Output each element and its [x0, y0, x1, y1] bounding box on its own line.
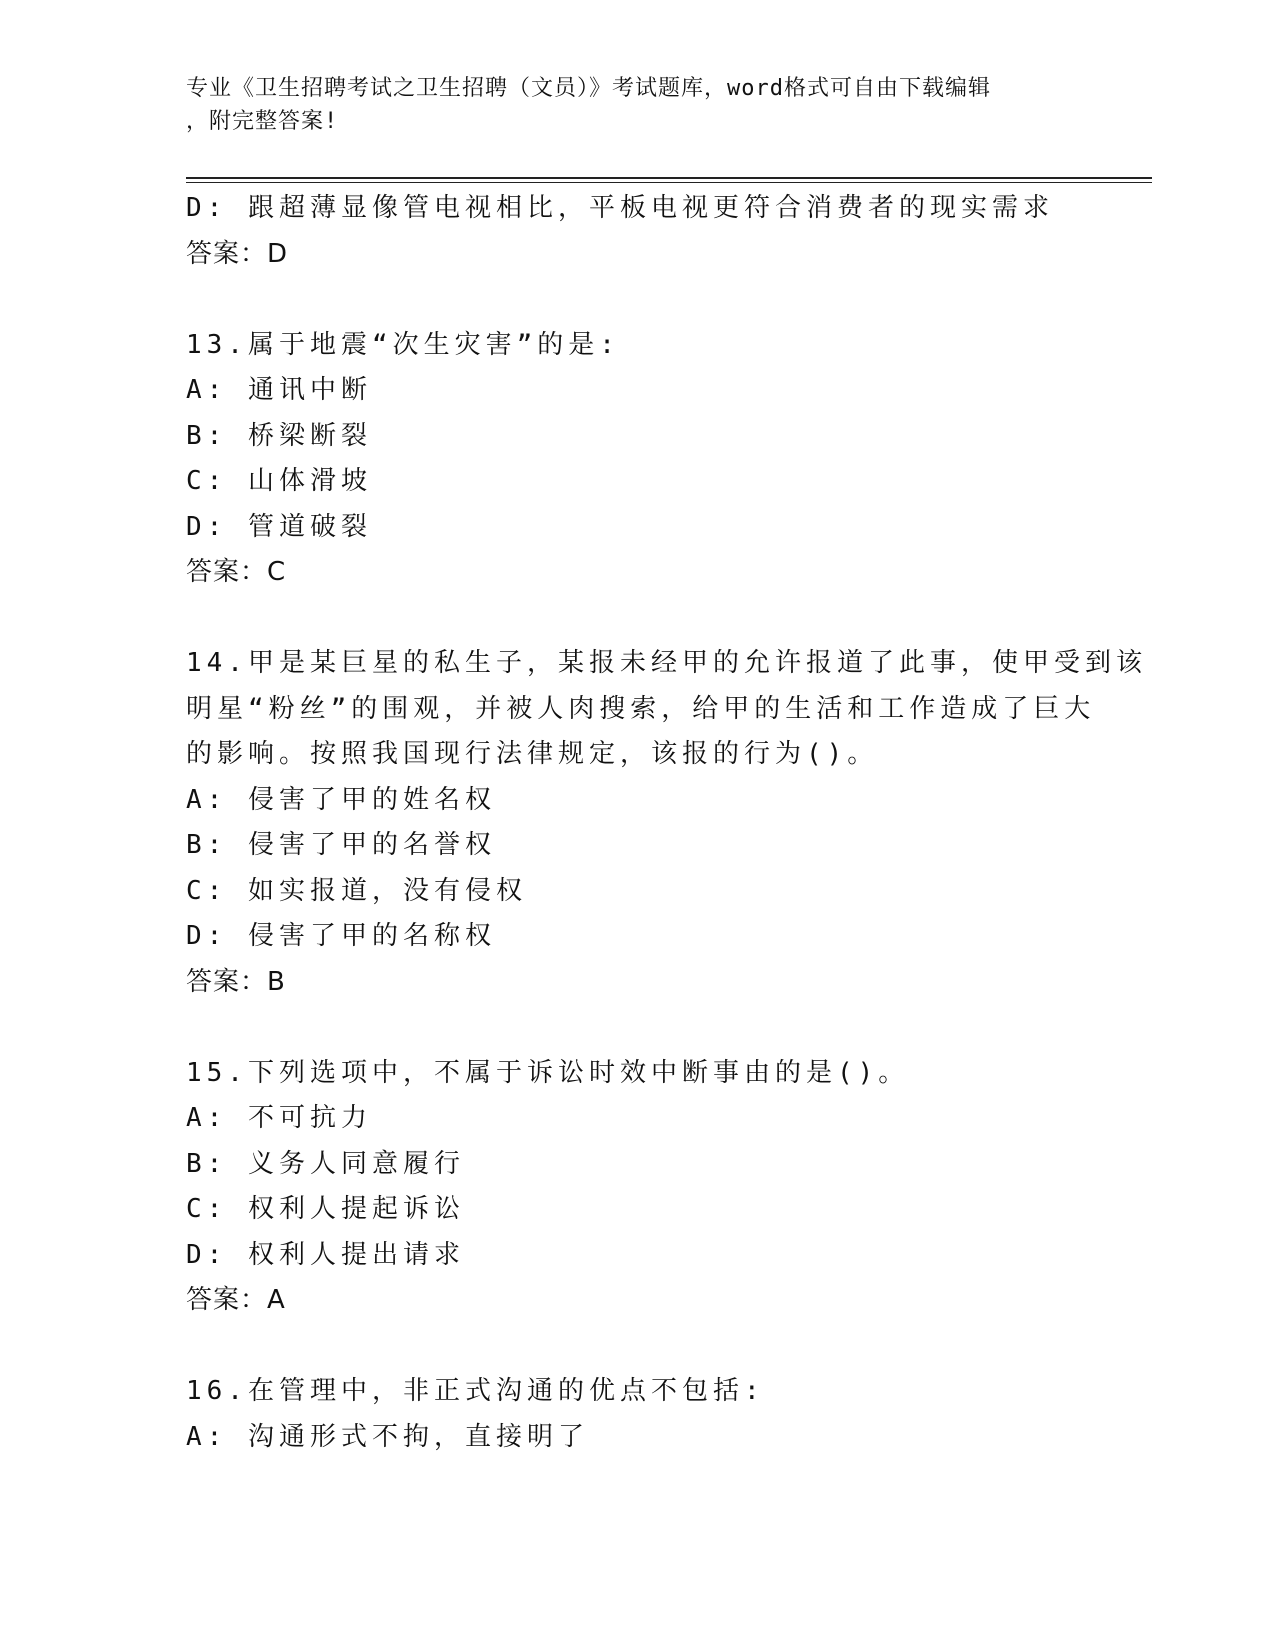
question-block-16 — [186, 1369, 1106, 1460]
question-block-13 — [186, 323, 1106, 596]
answer-line: 答案：C — [186, 557, 287, 587]
question-block-15 — [186, 1051, 1106, 1324]
spacer — [186, 1324, 1106, 1370]
option-b: B: 侵害了甲的名誉权 — [186, 830, 496, 860]
option-a: A: 通讯中断 — [186, 375, 372, 405]
option-b: B: 桥梁断裂 — [186, 420, 372, 451]
option-c: C: 权利人提起诉讼 — [186, 1194, 465, 1224]
answer-line: 答案：A — [186, 1285, 286, 1315]
option-b: B: 义务人同意履行 — [186, 1148, 465, 1179]
question-text: 13.属于地震“次生灾害”的是: — [186, 329, 620, 360]
option-a: A: 沟通形式不拘，直接明了 — [186, 1421, 589, 1452]
question-list — [186, 186, 1147, 1460]
spacer — [186, 1005, 1106, 1051]
option-d: D: 侵害了甲的名称权 — [186, 921, 496, 951]
option-a: A: 侵害了甲的姓名权 — [186, 784, 496, 815]
question-text-line-1: 14.甲是某巨星的私生子，某报未经甲的允许报道了此事，使甲受到该 — [186, 648, 1147, 678]
spacer — [186, 277, 1106, 323]
option-a: A: 不可抗力 — [186, 1103, 372, 1133]
question-text-line-3: 的影响。按照我国现行法律规定，该报的行为()。 — [186, 739, 879, 769]
header-rule-thick — [186, 177, 1152, 179]
option-d: D: 跟超薄显像管电视相比，平板电视更符合消费者的现实需求 — [186, 193, 1054, 223]
question-text: 16.在管理中，非正式沟通的优点不包括: — [186, 1376, 765, 1406]
answer-line: 答案：B — [186, 966, 286, 997]
option-d: D: 管道破裂 — [186, 511, 372, 542]
question-block-14 — [186, 641, 1147, 1005]
spacer — [186, 596, 1106, 642]
question-block-12 — [186, 186, 1106, 277]
question-text-line-2: 明星“粉丝”的围观，并被人肉搜索，给甲的生活和工作造成了巨大 — [186, 693, 1096, 724]
question-text: 15.下列选项中，不属于诉讼时效中断事由的是()。 — [186, 1057, 910, 1088]
option-c: C: 如实报道，没有侵权 — [186, 875, 527, 906]
answer-line: 答案：D — [186, 238, 289, 269]
document-header — [186, 72, 1086, 138]
header-line-1: 专业《卫生招聘考试之卫生招聘（文员）》考试题库，word格式可自由下载编辑 — [186, 76, 991, 101]
header-rule-thin — [186, 182, 1152, 183]
option-c: C: 山体滑坡 — [186, 466, 372, 496]
header-line-2: ，附完整答案! — [186, 109, 339, 134]
option-d: D: 权利人提出请求 — [186, 1239, 465, 1270]
